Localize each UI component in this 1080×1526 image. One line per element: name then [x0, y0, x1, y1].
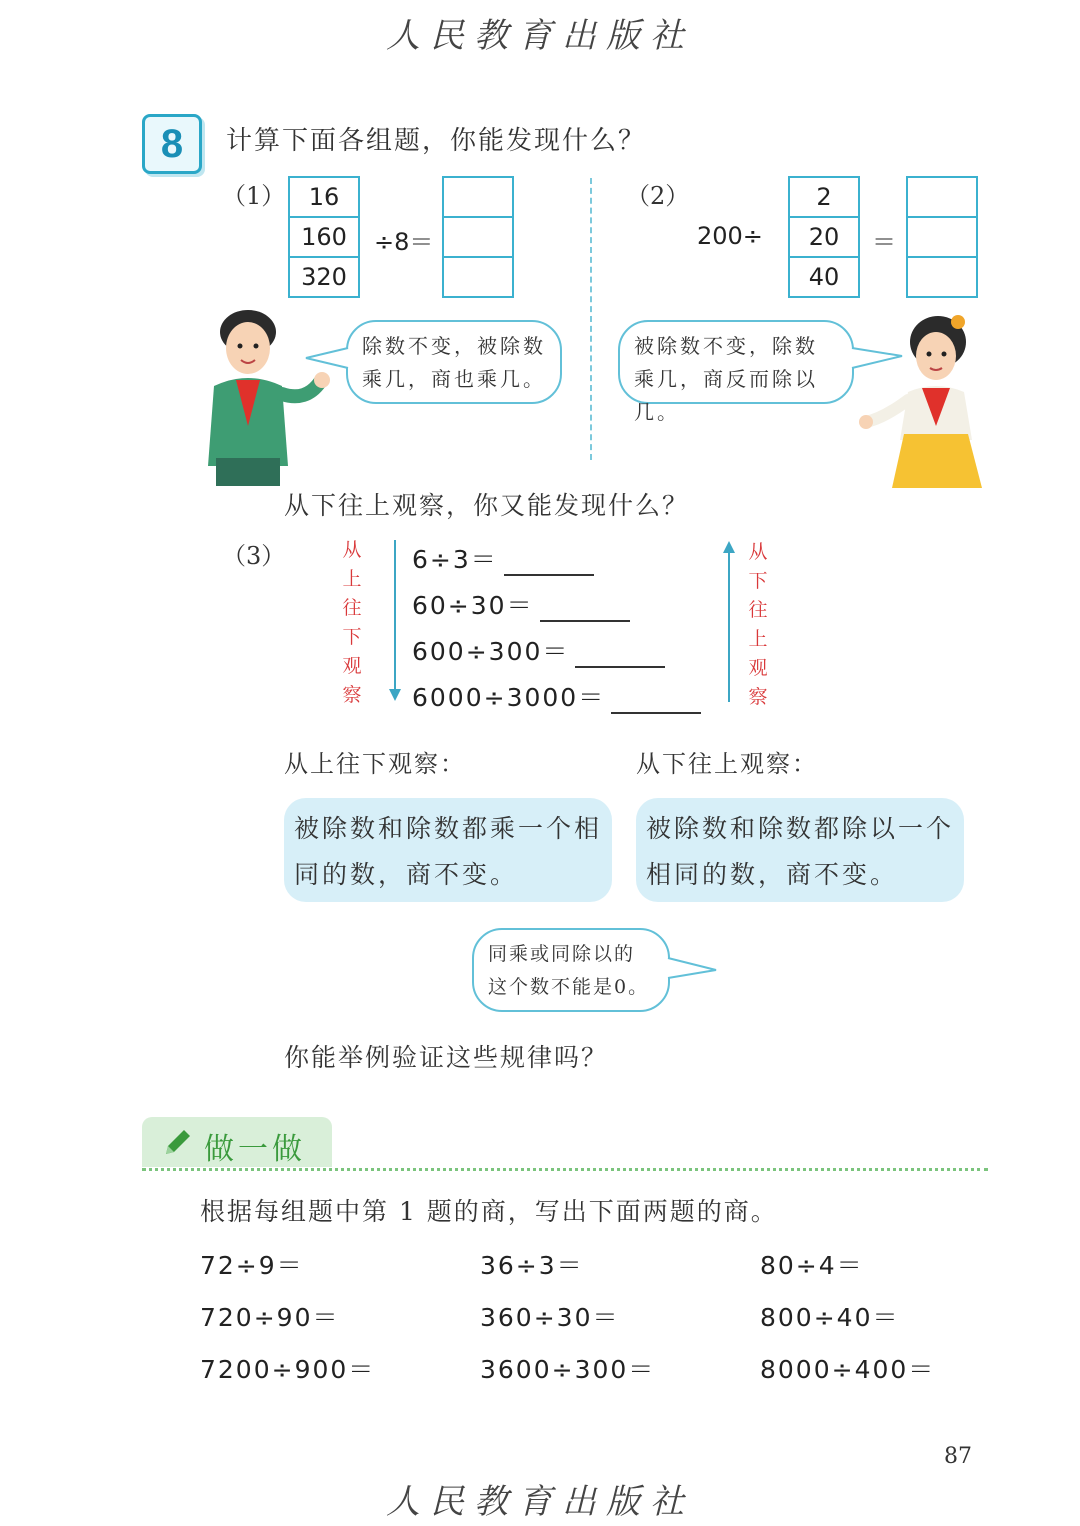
part1-answer-stack[interactable]	[442, 176, 514, 298]
part1-dividend: 160	[290, 218, 358, 258]
answer-blank[interactable]	[540, 600, 630, 622]
part3-label: （3）	[222, 542, 286, 570]
boy-speech-bubble: 除数不变，被除数乘几，商也乘几。	[346, 320, 562, 404]
rule-box-bottom-up: 被除数和除数都除以一个相同的数，商不变。	[636, 798, 964, 902]
exercise-item: 80÷4＝	[760, 1251, 864, 1280]
part1-answer-box[interactable]	[444, 178, 512, 218]
answer-blank[interactable]	[575, 646, 665, 668]
verify-prompt: 你能举例验证这些规律吗？	[284, 1043, 609, 1072]
answer-blank[interactable]	[504, 554, 594, 576]
part1-answer-box[interactable]	[444, 218, 512, 258]
observe-prompt: 从下往上观察，你又能发现什么？	[284, 491, 690, 520]
exercise-item: 36÷3＝	[480, 1251, 584, 1280]
problem-title: 计算下面各组题，你能发现什么？	[226, 126, 647, 156]
part2-answer-stack[interactable]	[906, 176, 978, 298]
part2-divisor-stack	[788, 176, 860, 298]
note-speech-bubble: 同乘或同除以的这个数不能是0。	[472, 928, 670, 1012]
bottom-up-arrow-label: 从下往上观察	[748, 541, 768, 708]
publisher-watermark-bottom: 人民教育出版社	[386, 1482, 694, 1522]
column-divider	[590, 178, 592, 460]
down-arrow	[394, 540, 396, 692]
bubble-tail	[304, 346, 350, 370]
part2-answer-box[interactable]	[908, 258, 976, 296]
part3-equation-4: 6000÷3000＝	[412, 678, 701, 714]
part3-equation-1: 6÷3＝	[412, 540, 594, 576]
exercise-item: 72÷9＝	[200, 1251, 304, 1280]
pencil-icon	[160, 1126, 194, 1160]
part2-divisor: 20	[790, 218, 858, 258]
observe-top-down-label: 从上往下观察：	[284, 750, 466, 778]
problem-number-badge: 8	[142, 114, 202, 174]
boy-illustration	[196, 306, 336, 486]
part1-operator: ÷8＝	[374, 228, 434, 256]
answer-blank[interactable]	[611, 692, 701, 714]
exercise-item: 360÷30＝	[480, 1303, 620, 1332]
exercise-item: 800÷40＝	[760, 1303, 900, 1332]
part1-dividend: 320	[301, 263, 347, 291]
girl-speech-bubble: 被除数不变，除数乘几，商反而除以几。	[618, 320, 854, 404]
practice-title: 做一做	[204, 1132, 306, 1167]
rule-box-top-down: 被除数和除数都乘一个相同的数，商不变。	[284, 798, 612, 902]
girl-illustration	[856, 310, 986, 490]
bubble-tail	[666, 956, 718, 980]
part1-answer-box[interactable]	[444, 258, 512, 296]
part3-equation-3: 600÷300＝	[412, 632, 665, 668]
top-down-arrow-label: 从上往下观察	[342, 539, 362, 706]
part1-dividend-stack	[288, 176, 360, 298]
publisher-watermark-top: 人民教育出版社	[386, 16, 694, 56]
part2-equals: ＝	[872, 228, 896, 256]
part2-label: （2）	[626, 182, 690, 210]
exercise-item: 8000÷400＝	[760, 1355, 936, 1384]
exercise-item: 720÷90＝	[200, 1303, 340, 1332]
observe-bottom-up-label: 从下往上观察：	[636, 750, 818, 778]
down-arrow-head-icon	[388, 688, 402, 702]
page-number: 87	[944, 1444, 972, 1469]
practice-instruction: 根据每组题中第 1 题的商，写出下面两题的商。	[200, 1197, 778, 1226]
practice-divider	[142, 1168, 988, 1171]
exercise-item: 7200÷900＝	[200, 1355, 376, 1384]
part2-dividend: 200÷	[697, 222, 763, 250]
part1-label: （1）	[222, 182, 286, 210]
part2-divisor: 40	[808, 263, 840, 291]
part1-dividend: 16	[290, 178, 358, 218]
part2-answer-box[interactable]	[908, 218, 976, 258]
exercise-item: 3600÷300＝	[480, 1355, 656, 1384]
up-arrow	[728, 550, 730, 702]
part2-answer-box[interactable]	[908, 178, 976, 218]
part3-equation-2: 60÷30＝	[412, 586, 630, 622]
part2-divisor: 2	[790, 178, 858, 218]
